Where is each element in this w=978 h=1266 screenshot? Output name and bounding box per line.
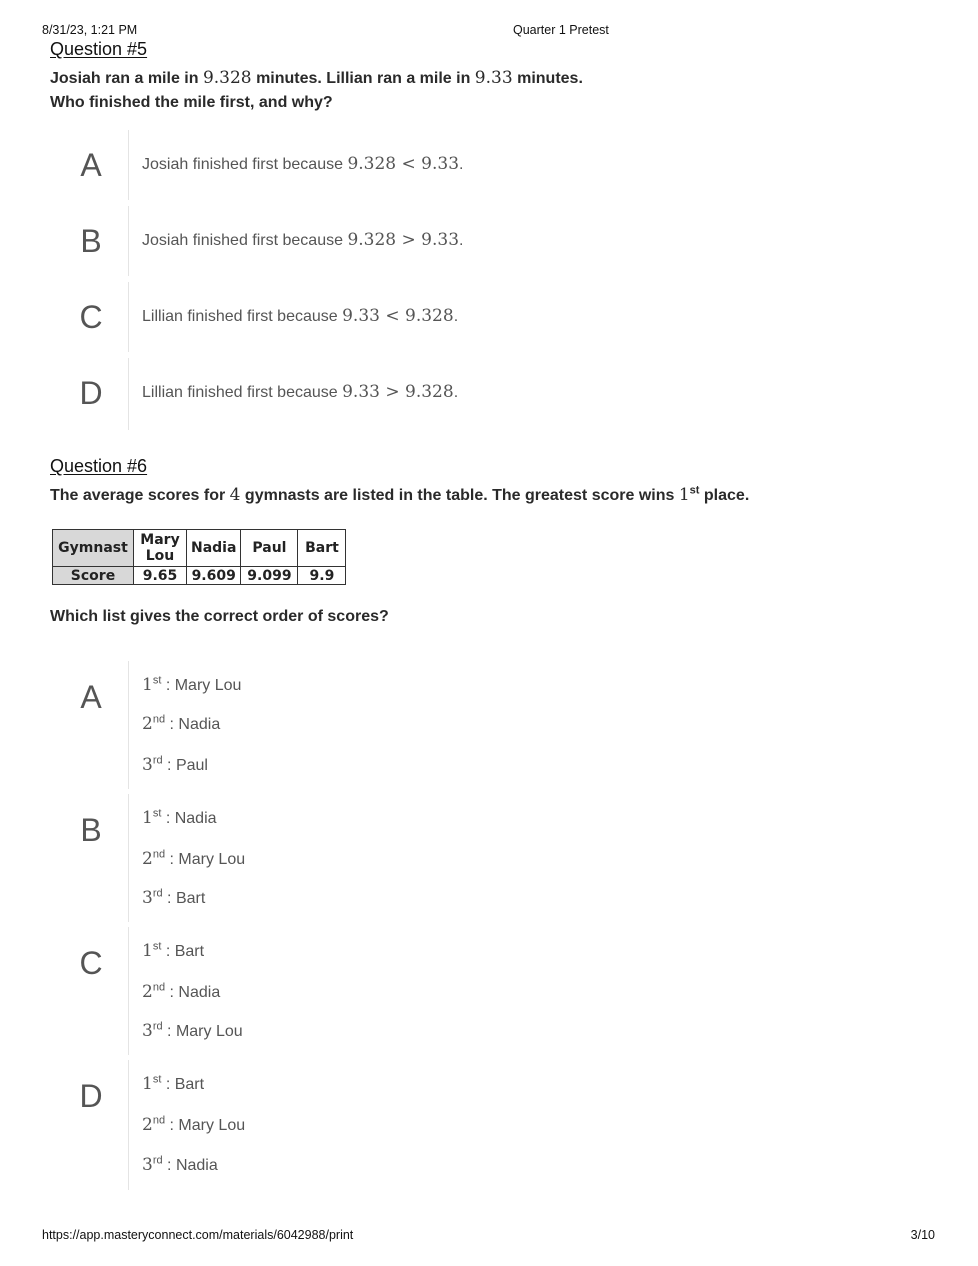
- table-header-cell: Mary Lou: [134, 530, 187, 567]
- page-number: 3/10: [910, 1228, 935, 1242]
- table-cell: 9.65: [134, 567, 187, 585]
- option-divider: [128, 206, 129, 276]
- rank-line: 1st : Bart: [142, 1073, 205, 1094]
- option-letter: D: [79, 375, 103, 411]
- rank-line: 2nd : Nadia: [142, 981, 221, 1002]
- rank-line: 3rd : Nadia: [142, 1154, 218, 1175]
- option-letter: A: [80, 147, 102, 183]
- option-letter: B: [80, 223, 102, 259]
- question-5-title: Question #5: [50, 39, 148, 59]
- option-text: Lillian finished first because 9.33 < 9.328.: [142, 306, 459, 326]
- rank-line: 3rd : Paul: [142, 754, 208, 775]
- q5-option-c[interactable]: [72, 282, 772, 352]
- rank-line: 2nd : Mary Lou: [142, 848, 246, 869]
- table-cell: Score: [53, 567, 134, 585]
- table-cell: 9.609: [187, 567, 241, 585]
- table-header-cell: Bart: [298, 530, 346, 567]
- question-6-text: The average scores for 4 gymnasts are listed in the table. The greatest score wins 1st place.: [50, 484, 750, 505]
- q6-option-a[interactable]: [72, 661, 772, 789]
- option-text: Josiah finished first because 9.328 < 9.33.: [142, 154, 464, 174]
- page-url: https://app.masteryconnect.com/materials/6042988/print: [42, 1228, 354, 1242]
- rank-line: 1st : Bart: [142, 940, 205, 961]
- q5-option-b[interactable]: [72, 206, 772, 276]
- q6-option-b[interactable]: [72, 794, 772, 922]
- option-divider: [128, 358, 129, 430]
- option-letter: B: [80, 812, 102, 848]
- question-6-prompt: Which list gives the correct order of scores?: [50, 608, 389, 625]
- q6-option-d[interactable]: [72, 1060, 772, 1190]
- rank-line: 3rd : Bart: [142, 887, 206, 908]
- option-divider: [128, 794, 129, 922]
- option-divider: [128, 1060, 129, 1190]
- option-divider: [128, 130, 129, 200]
- table-header-cell: Nadia: [187, 530, 241, 567]
- table-header-cell: Paul: [241, 530, 298, 567]
- rank-line: 2nd : Nadia: [142, 713, 221, 734]
- option-divider: [128, 282, 129, 352]
- rank-line: 1st : Mary Lou: [142, 674, 242, 695]
- q6-option-c[interactable]: [72, 927, 772, 1055]
- table-cell: 9.099: [241, 567, 298, 585]
- option-text: Josiah finished first because 9.328 > 9.33.: [142, 230, 464, 250]
- table-header-cell: Gymnast: [53, 530, 134, 567]
- gymnast-scores-table: [52, 529, 346, 585]
- rank-line: 1st : Nadia: [142, 807, 217, 828]
- option-text: Lillian finished first because 9.33 > 9.328.: [142, 382, 459, 402]
- option-letter: A: [80, 679, 102, 715]
- option-letter: C: [79, 945, 103, 981]
- option-divider: [128, 661, 129, 789]
- table-cell: 9.9: [298, 567, 346, 585]
- document-title: Quarter 1 Pretest: [513, 23, 609, 37]
- rank-line: 2nd : Mary Lou: [142, 1114, 246, 1135]
- option-divider: [128, 927, 129, 1055]
- print-date: 8/31/23, 1:21 PM: [42, 23, 138, 37]
- option-letter: C: [79, 299, 103, 335]
- q5-option-d[interactable]: [72, 358, 772, 430]
- question-6-title: Question #6: [50, 456, 148, 476]
- rank-line: 3rd : Mary Lou: [142, 1020, 243, 1041]
- option-letter: D: [79, 1078, 103, 1114]
- question-5-text: Josiah ran a mile in 9.328 minutes. Lillian ran a mile in 9.33 minutes. Who finished the mile first, and why?: [50, 68, 583, 111]
- q5-option-a[interactable]: [72, 130, 772, 200]
